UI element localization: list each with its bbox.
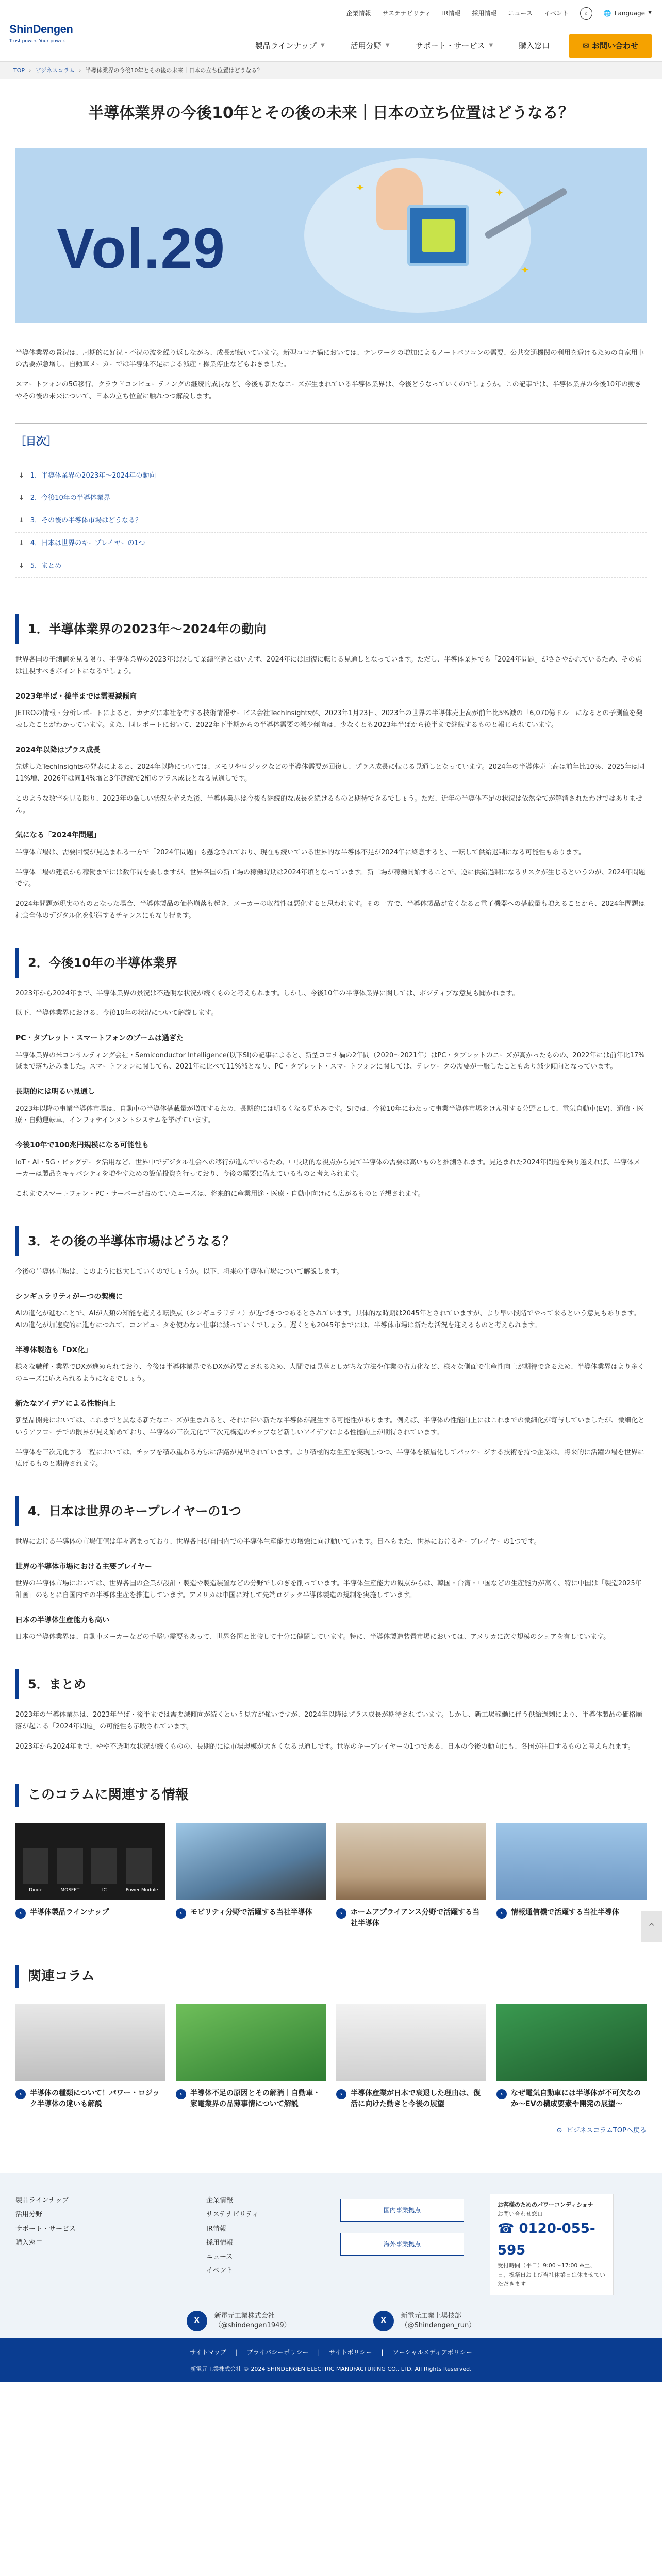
paragraph: 新型品開発においては、これまでと異なる新たなニーズが生まれると、それに伴い新たな半導体が誕生する可能性があります。例えば、半導体の性能向上にはこれまでの微細化が寄与していましたが、微細化というアプローチでの限界が見え始めており、半導体の三次元化で三次元構造のチップなど新しいアイデアによる性能向上が期待されています。 [15, 1417, 645, 1436]
toc-label: 2．今後10年の半導体業界 [30, 494, 110, 502]
column-image-shortage [176, 2004, 326, 2081]
x-account-corporate[interactable] [187, 2311, 291, 2331]
section-1 [15, 614, 647, 922]
breadcrumb [0, 62, 662, 79]
globe-icon: 🌐 [603, 9, 611, 17]
domestic-offices-button[interactable] [340, 2199, 464, 2222]
column-image-ev [496, 2004, 647, 2081]
footer-col-company [206, 2194, 325, 2295]
paragraph: 半導体市場は、需要回復が見込まれる一方で「2024年問題」も懸念されており、現在も続いている世界的な半導体不足が2024年に終息すると、一転して供給過剰になる可能性もあります。 [15, 848, 586, 856]
hero-volume-label: Vol.29 [57, 216, 226, 280]
sns-handle: （@Shindengen_run） [401, 2321, 476, 2330]
section-lead: 以下、半導体業界における、今後10年の状況について解説します。 [15, 1009, 218, 1018]
section-heading: 3．その後の半導体市場はどうなる？ [15, 1226, 647, 1256]
nav-label: 製品ラインナップ [255, 41, 317, 50]
paragraph: 半導体工場の建設から稼働までには数年間を要しますが、世界各国の新工場の稼働時期は2024年頃となっています。新工場が稼働開始することで、逆に供給過剰になるリスクが生じるというのが、2024年問題です。 [15, 868, 646, 888]
util-link-ir[interactable]: IR情報 [442, 9, 461, 17]
tel-subtitle: お問い合わせ窓口 [498, 2210, 543, 2217]
column-image-japan [336, 2004, 486, 2081]
chevron-down-icon: ▼ [489, 43, 493, 49]
section-2 [15, 948, 647, 1200]
x-logo-icon: X [373, 2311, 394, 2331]
paragraph: AIの進化が進むことで、AIが人類の知能を超える転換点（シンギュラリティ）が近づきつつあるとされています。具体的な時期は2045年とされていますが、より早い段階でやって来るという意見もあります。AIの進化が加速度的に進むにつれて、コンピュータを使わない仕事は減っていくでしょう。遅くとも2045年までには、半導体市場は新たな活況を迎えるものと考えられます。 [15, 1310, 640, 1329]
chevron-circle-icon: ⊙ [556, 2127, 562, 2135]
footer-columns [15, 2194, 647, 2295]
separator: | [381, 2349, 384, 2356]
mail-icon: ✉ [583, 41, 592, 50]
page-top-button[interactable]: ^ [641, 1911, 662, 1942]
button-label: 国内事業拠点 [383, 2206, 421, 2214]
subheading: 新たなアイデアによる性能向上 [15, 1399, 116, 1408]
arrow-right-icon: › [176, 2089, 186, 2099]
product-label: IC [102, 1888, 107, 1893]
nav-applications[interactable] [339, 35, 401, 57]
site-logo[interactable] [9, 20, 71, 45]
sparkle-icon: ✦ [356, 181, 365, 194]
util-link-recruit[interactable]: 採用情報 [472, 9, 497, 17]
related-info-heading: このコラムに関連する情報 [15, 1784, 647, 1807]
arrow-down-icon: ↓ [19, 517, 24, 524]
section-4 [15, 1496, 647, 1643]
subheading: PC・タブレット・スマートフォンのブームは過ぎた [15, 1034, 184, 1042]
arrow-right-icon: › [15, 1908, 26, 1919]
paragraph: 半導体業界の米コンサルティング会社・Semiconductor Intelligence(以下SI)の記事によると、新型コロナ禍の2年間（2020～2021年）はPC・タブレットのニーズが高かったものの、2022年には前年比17%減まで落ち込みました。スマートフォンに関しても、2021年に比べて11%減となり、PC・タブレット・スマートフォンに関しては、テレワークの需要が一服したこともあり減少傾向となっています。 [15, 1051, 645, 1071]
subheading: 長期的には明るい見通し [15, 1088, 95, 1096]
section-lead: 世界における半導体の市場価値は年々高まっており、世界各国が自国内での半導体生産能力の増強に向け動いています。日本もまた、世界におけるキープレイヤーの1つです。 [15, 1538, 541, 1546]
card-title: ホームアプライアンス分野で活躍する当社半導体 [351, 1908, 480, 1927]
column-card[interactable] [15, 2004, 166, 2110]
language-label: Language [614, 9, 646, 17]
footer-link[interactable]: 製品ラインナップ [15, 2197, 69, 2205]
footer-bottom [0, 2338, 662, 2382]
telecom-image [496, 1823, 647, 1900]
page-title: 半導体業界の今後10年とその後の未来｜日本の立ち位置はどうなる？ [88, 104, 574, 122]
breadcrumb-column[interactable]: ビジネスコラム [35, 67, 75, 74]
subheading: シンギュラリティがーつの契機に [15, 1292, 123, 1301]
card-title: 半導体の種類について！パワー・ロジック半導体の違いも解説 [30, 2089, 160, 2109]
product-shape [126, 1848, 152, 1884]
product-tile-module [126, 1848, 158, 1895]
footer-link[interactable]: 採用情報 [206, 2239, 234, 2247]
nav-label: 活用分野 [350, 41, 382, 50]
chip-illustration [407, 205, 469, 266]
paragraph: JETROの情報・分析レポートによると、カナダに本社を有する技術情報サービス会社TechInsightsが、2023年1月23日、2023年の世界の半導体売上高が前年比5%減の「6,070億ドル」になるとの予測値を発表したことがわかっています。また、同レポートにおいて、2022年下半期からの半導体需要の減少傾向は、少なくとも2023年半ばから後半まで継続するものと報じられています。 [15, 709, 643, 729]
paragraph: これまでスマートフォン・PC・サーバーが占めていたニーズは、将来的に産業用途・医療・自動車向けにも広がるものと予想されます。 [15, 1190, 425, 1198]
column-card[interactable] [496, 2004, 647, 2110]
paragraph: 2024年問題が現実のものとなった場合、半導体製品の価格崩落も起き、メーカーの収益性は悪化すると思われます。その一方で、半導体製品が安くなると電子機器への搭載量も増えることから、2024年問題は社会全体のデジタル化を促進するチャンスにもなり得ます。 [15, 900, 646, 920]
breadcrumb-top[interactable]: TOP [13, 67, 25, 74]
nav-support[interactable] [404, 35, 504, 57]
subheading: 世界の半導体市場における主要プレイヤー [15, 1562, 152, 1571]
site-header [0, 0, 662, 62]
section-heading: 4．日本は世界のキープレイヤーの1つ [15, 1496, 647, 1526]
section-3 [15, 1226, 647, 1470]
products-image [15, 1823, 166, 1900]
section-heading: 2．今後10年の半導体業界 [15, 948, 647, 978]
arrow-down-icon: ↓ [19, 471, 24, 480]
social-policy-link[interactable]: ソーシャルメディアポリシー [392, 2349, 472, 2356]
footer-col-products [15, 2194, 134, 2295]
intro-paragraph: スマートフォンの5G移行、クラウドコンピューティングの継続的成長など、今後も新たなニーズが生まれている半導体業界は、今後どうなっていくのでしょうか。この記事では、半導体業界の今後10年の動きやその後の未来について、日本の立ち位置に触れつつ解説します。 [15, 381, 642, 400]
toc-item[interactable] [15, 487, 647, 510]
chevron-down-icon: ▼ [321, 43, 325, 49]
chevron-right-icon: › [29, 67, 31, 74]
back-to-column-top-link[interactable] [15, 2125, 647, 2137]
arrow-right-icon: › [15, 2089, 26, 2099]
site-footer [0, 2173, 662, 2382]
language-switcher[interactable] [604, 8, 652, 19]
util-link-company[interactable]: 企業情報 [346, 9, 371, 17]
toc-item[interactable] [15, 533, 647, 555]
chevron-down-icon: ▼ [385, 43, 390, 49]
card-title: 半導体製品ラインナップ [30, 1908, 109, 1917]
contact-label: お問い合わせ [591, 41, 638, 50]
paragraph: 先述したTechInsightsの発表によると、2024年以降については、メモリやロジックなどの半導体需要が回復し、プラス成長に転じる見通しとなっています。2024年の半導体売上高は前年比10%、2025年は同11%増、2026年は同14%増と3年連続で2桁のプラス成長となる見通しです。 [15, 763, 645, 783]
toc-item[interactable] [15, 465, 647, 488]
tel-title: お客様のためのパワーコンディショナ [498, 2201, 593, 2208]
card-title: なぜ電気自動車には半導体が不可欠なのか〜EVの構成要素や開発の展望〜 [511, 2089, 641, 2109]
breadcrumb-current: 半導体業界の今後10年とその後の未来｜日本の立ち位置はどうなる？ [85, 67, 263, 74]
util-link-news[interactable]: ニュース [508, 9, 533, 17]
separator: | [235, 2349, 238, 2356]
x-account-athletics[interactable] [373, 2311, 476, 2331]
footer-link[interactable]: 企業情報 [206, 2197, 234, 2205]
section-lead: 2023年から2024年まで、やや不透明な状況が続くものの、長期的には市場規模が大きくなる見通しです。世界のキープレイヤーの1つである、日本の今後の動向にも、各国が注目するものと考えられます。 [15, 1742, 635, 1751]
tel-hours: 受付時間（平日）9:00〜17:00 ※土、日、祝祭日および当社休業日は休ませていただきます [498, 2262, 605, 2287]
sparkle-icon: ✦ [495, 186, 504, 199]
util-link-sustainability[interactable]: サステナビリティ [382, 9, 431, 17]
hero-image [15, 148, 647, 323]
product-label: Diode [29, 1888, 43, 1893]
section-lead: 世界各国の予測値を見る限り、半導体業界の2023年は決して業績堅調とはいえず、2024年には回復に転じる見通しとなっています。ただし、半導体業界でも「2024年問題」がささやかれているため、その点は注視すべきポイントになるでしょう。 [15, 656, 642, 675]
chevron-down-icon: ▼ [648, 10, 652, 16]
phone-contact-box [490, 2194, 614, 2295]
subheading: 日本の半導体生産能力も高い [15, 1616, 109, 1624]
search-icon[interactable]: ⌕ [580, 7, 592, 20]
arrow-right-icon: › [336, 1908, 346, 1919]
nav-purchase[interactable] [507, 35, 561, 57]
product-shape [91, 1848, 117, 1884]
tel-number-text: 0120-055-595 [498, 2221, 595, 2258]
sitemap-link[interactable]: サイトマップ [190, 2349, 226, 2356]
card-title: 情報通信機で活躍する当社半導体 [511, 1908, 619, 1917]
card-title: 半導体産業が日本で衰退した理由は、復活に向けた動きと今後の展望 [351, 2089, 481, 2109]
toc-label: 4．日本は世界のキープレイヤーの1つ [30, 539, 145, 547]
privacy-link[interactable]: プライバシーポリシー [246, 2349, 309, 2356]
tel-number[interactable] [498, 2218, 606, 2261]
arrow-right-icon: › [496, 2089, 507, 2099]
paragraph: 様々な職種・業界でDXが進められており、今後は半導体業界でもDXが必要とされるため、人間では見落としがちな方法や作業の省力化など、様々な側面で生産性向上が期待できるため、半導体業界はより多くのニーズに応えられるようになるでしょう。 [15, 1363, 644, 1383]
site-policy-link[interactable]: サイトポリシー [329, 2349, 372, 2356]
arrow-right-icon: › [176, 1908, 186, 1919]
copyright: 新電元工業株式会社 © 2024 SHINDENGEN ELECTRIC MANUFACTURING CO., LTD. All Rights Reserved. [190, 2366, 472, 2372]
toc-item[interactable] [15, 510, 647, 533]
sparkle-icon: ✦ [521, 263, 529, 276]
footer-legal-links [0, 2338, 662, 2364]
phone-icon: ☎ [498, 2221, 519, 2237]
article-main [15, 79, 647, 2137]
intro-paragraph: 半導体業界の景況は、周期的に好況・不況の波を繰り返しながら、成長が続いています。新型コロナ禍においては、テレワークの増加によるノートパソコンの需要、公共交通機関の利用を避けるための自家用車の需要が急増し、自動車メーカーでは半導体不足による減産・操業停止などもおきました。 [15, 349, 644, 369]
back-link-label: ビジネスコラムTOPへ戻る [566, 2127, 647, 2135]
main-nav [244, 34, 652, 58]
footer-office-buttons [340, 2194, 464, 2295]
column-image-chips [15, 2004, 166, 2081]
column-card[interactable] [336, 2004, 486, 2110]
related-card[interactable] [176, 1823, 326, 1929]
related-info-cards [15, 1823, 647, 1929]
contact-button[interactable] [569, 34, 652, 58]
chip-core [422, 219, 455, 252]
section-heading: 5．まとめ [15, 1669, 647, 1699]
arrow-down-icon: ↓ [19, 539, 24, 547]
sns-text [401, 2312, 476, 2330]
nav-label: サポート・サービス [415, 41, 485, 50]
util-link-events[interactable]: イベント [543, 9, 569, 17]
toc-title: ［目次］ [15, 424, 647, 460]
section-lead: 2023年の半導体業界は、2023年半ば・後半までは需要減傾向が続くという見方が強いですが、2024年以降はプラス成長が期待されています。しかし、新工場稼働に伴う供給過剰により、半導体製品の価格崩落が起こる「2024年問題」の可能性も示唆されています。 [15, 1711, 642, 1731]
x-logo-icon: X [187, 2311, 207, 2331]
product-shape [23, 1848, 48, 1884]
section-heading: 1．半導体業界の2023年～2024年の動向 [15, 614, 647, 644]
section-lead: 今後の半導体市場は、このように拡大していくのでしょうか。以下、将来の半導体市場について解説します。 [15, 1267, 343, 1276]
product-label: MOSFET [60, 1888, 80, 1893]
button-label: 海外事業拠点 [383, 2240, 421, 2248]
separator: | [318, 2349, 320, 2356]
column-card[interactable] [176, 2004, 326, 2110]
toc-item[interactable] [15, 555, 647, 578]
arrow-right-icon: › [336, 2089, 346, 2099]
sns-name: 新電元工業株式会社 [214, 2312, 275, 2320]
footer-link[interactable]: ニュース [206, 2253, 233, 2261]
nav-label: 購入窓口 [519, 41, 550, 50]
toc-label: 5．まとめ [30, 562, 62, 570]
subheading: 2023年半ば・後半までは需要減傾向 [15, 692, 137, 701]
footer-upper [0, 2173, 662, 2338]
sns-name: 新電元工業上場技部 [401, 2312, 461, 2320]
paragraph: 2023年以降の事業半導体市場は、自動車の半導体搭載量が増加するため、長期的には明るくなる見込みです。SIでは、今後10年にわたって事業半導体市場をけん引する分野として、電気自動車(EV)、通信・医療・自動運転車、インフォテインメントシステムを挙げています。 [15, 1105, 644, 1125]
sns-text [214, 2312, 291, 2330]
product-tile-diode [23, 1848, 48, 1895]
overseas-offices-button[interactable] [340, 2233, 464, 2256]
logo-tagline: Trust power. Your power. [9, 38, 66, 44]
section-lead: 2023年から2024年まで、半導体業界の景況は不透明な状況が続くものと考えられます。しかし、今後10年の半導体業界に関しては、ポジティブな意見も聞かれます。 [15, 989, 519, 997]
card-title: 半導体不足の原因とその解消｜自動車・家電業界の品薄事情について解説 [190, 2089, 320, 2109]
section-5 [15, 1669, 647, 1753]
paragraph: 世界の半導体市場においては、世界各国の企業が設計・製造や製造装置などの分野でしのぎを削っています。半導体生産能力の観点からは、韓国・台湾・中国などの生産能力が高く、特に中国は「製造2025年計画」のもとに自国内での半導体生産を推進しています。アメリカは中国に対して先端ロジック半導体製造の規制を実施しています。 [15, 1580, 642, 1599]
sns-handle: （@shindengen1949） [214, 2321, 291, 2330]
footer-link[interactable]: サステナビリティ [206, 2211, 259, 2219]
product-tile-ic [91, 1848, 117, 1895]
footer-link[interactable]: IR情報 [206, 2225, 226, 2233]
paragraph: 半導体を三次元化する工程においては、チップを積み重ねる方法に活路が見出されています。より積極的な生産を実現しつつ、半導体を積層化してパッケージする技術を持つ企業は、将来的に活躍の場を世界に広げるものと期待されます。 [15, 1448, 644, 1468]
footer-link[interactable]: 活用分野 [15, 2211, 43, 2219]
related-column-cards [15, 2004, 647, 2110]
chevron-right-icon: › [78, 67, 81, 74]
subheading: 今後10年で100兆円規模になる可能性も [15, 1141, 149, 1149]
paragraph: IoT・AI・5G・ビッグデータ活用など、世界中でデジタル社会への移行が進んでいるため、中長期的な視点から見て半導体の需要は高いものと推測されます。見込まれた2024年問題を乗り越えれば、半導体メーカーは製品をキャパシティを増やすための設備投資を行っており、今後の需要に備えているものと考えられます。 [15, 1158, 641, 1178]
footer-sns [15, 2311, 647, 2331]
nav-products[interactable] [244, 35, 336, 57]
card-title: モビリティ分野で活躍する当社半導体 [190, 1908, 312, 1917]
subheading: 気になる「2024年問題」 [15, 831, 101, 840]
footer-link[interactable]: サポート・サービス [15, 2225, 76, 2233]
footer-link[interactable]: イベント [206, 2267, 234, 2275]
product-shape [57, 1848, 83, 1884]
subheading: 半導体製造も「DX化」 [15, 1346, 92, 1354]
footer-link[interactable]: 購入窓口 [15, 2239, 43, 2247]
related-columns-heading: 関連コラム [15, 1965, 647, 1989]
related-card[interactable] [496, 1823, 647, 1929]
paragraph: このような数字を見る限り、2023年の厳しい状況を超えた後、半導体業界は今後も継続的な成長を続けるものと期待できるでしょう。ただ、近年の半導体不足の状況は依然全てが解消されたわけではありません。 [15, 794, 642, 815]
subheading: 2024年以降はプラス成長 [15, 745, 101, 754]
product-label: Power Module [125, 1888, 158, 1893]
home-appliance-image [336, 1823, 486, 1900]
logo-text: ShinDengen [9, 23, 73, 36]
related-card[interactable] [15, 1823, 166, 1929]
toc-label: 1．半導体業界の2023年～2024年の動向 [30, 471, 156, 480]
table-of-contents [15, 423, 647, 589]
toc-label: 3．その後の半導体市場はどうなる？ [30, 517, 142, 524]
paragraph: 日本の半導体業界は、自動車メーカーなどの手堅い需要もあって、世界各国と比較して十分に健闘しています。特に、半導体製造装置市場においては、アメリカに次ぐ規模のシェアを有しています。 [15, 1633, 610, 1641]
arrow-down-icon: ↓ [19, 494, 24, 502]
arrow-right-icon: › [496, 1908, 507, 1919]
utility-nav [346, 7, 652, 20]
product-tile-mosfet [57, 1848, 83, 1895]
related-card[interactable] [336, 1823, 486, 1929]
arrow-down-icon: ↓ [19, 562, 24, 570]
mobility-image [176, 1823, 326, 1900]
